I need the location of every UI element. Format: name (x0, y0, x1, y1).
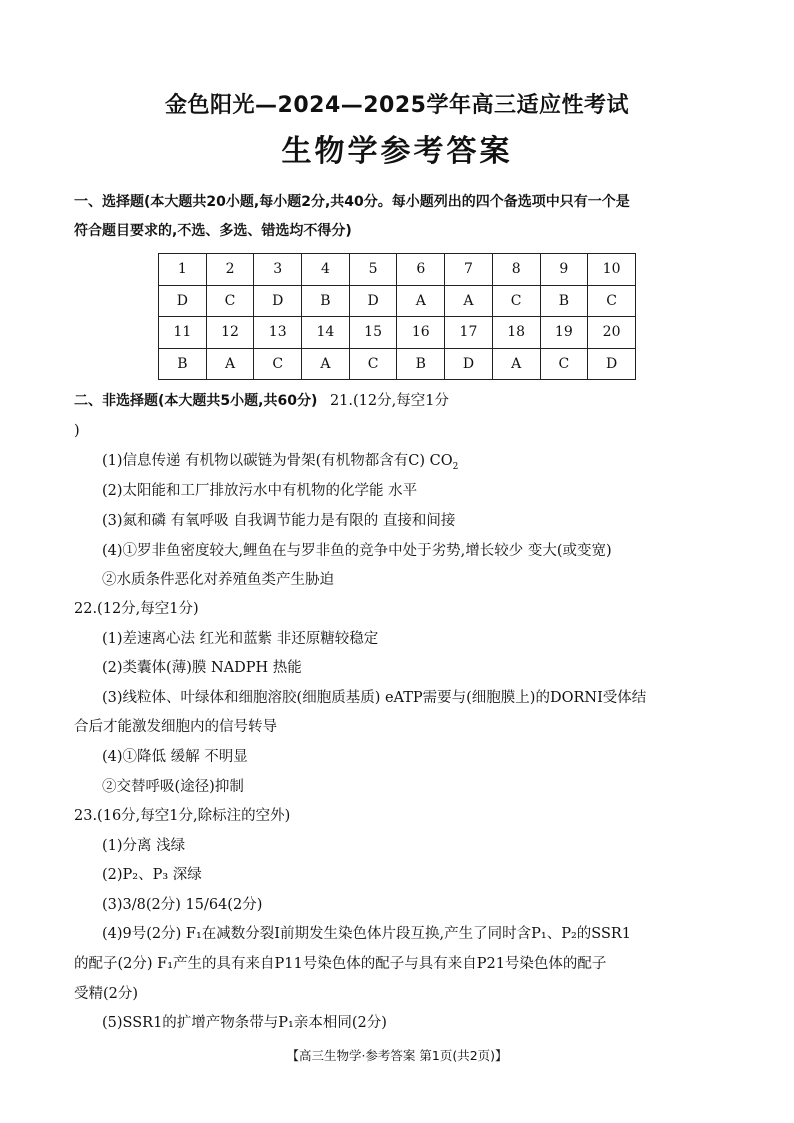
q21-part2: (2)太阳能和工厂排放污水中有机物的化学能 水平 (102, 483, 418, 499)
q23-part3: (3)3/8(2分) 15/64(2分) (102, 897, 263, 913)
answer-cell: D (159, 285, 207, 317)
answer-cell: D (349, 285, 397, 317)
question-number-cell: 16 (397, 317, 445, 349)
answer-cell: A (397, 285, 445, 317)
q21-part4a: (4)①罗非鱼密度较大,鲤鱼在与罗非鱼的竞争中处于劣势,增长较少 变大(或变宽) (102, 543, 612, 559)
answer-cell: D (445, 348, 493, 380)
answer-cell: B (159, 348, 207, 380)
page-footer: 【高三生物学·参考答案 第1页(共2页)】 (286, 1048, 508, 1063)
section2-heading-line (74, 391, 734, 411)
section2-heading: 二、非选择题(本大题共5小题,共60分) (74, 393, 318, 409)
q21-part1-text: (1)信息传递 有机物以碳链为骨架(有机物都含有C) CO (102, 453, 453, 469)
q22-part3a: (3)线粒体、叶绿体和细胞溶胶(细胞质基质) eATP需要与(细胞膜上)的DORNI受体结 (102, 690, 647, 706)
exam-title: 金色阳光—2024—2025学年高三适应性考试 (165, 93, 629, 118)
answer-cell: C (540, 348, 588, 380)
question-number-cell: 7 (445, 254, 493, 286)
question-number-cell: 14 (302, 317, 350, 349)
q22-part4b: ②交替呼吸(途径)抑制 (102, 779, 244, 795)
q22-part3b: 合后才能激发细胞内的信号转导 (74, 719, 277, 735)
answer-cell: B (540, 285, 588, 317)
q21-part1 (102, 451, 762, 477)
answer-cell: A (445, 285, 493, 317)
question-number-cell: 6 (397, 254, 445, 286)
q22-part4a: (4)①降低 缓解 不明显 (102, 749, 248, 765)
q22-part1: (1)差速离心法 红光和蓝紫 非还原糖较稳定 (102, 631, 379, 647)
q23-part4a: (4)9号(2分) F₁在减数分裂Ⅰ前期发生染色体片段互换,产生了同时含P₁、P₂的SSR1 (102, 926, 632, 942)
section1-instructions-line2: 符合题目要求的,不选、多选、错选均不得分) (74, 223, 352, 239)
answer-cell: C (254, 348, 302, 380)
question-number-cell: 2 (206, 254, 254, 286)
q22-heading: 22.(12分,每空1分) (74, 601, 199, 617)
question-number-cell: 10 (588, 254, 636, 286)
question-number-cell: 11 (159, 317, 207, 349)
question-number-cell: 3 (254, 254, 302, 286)
question-number-cell: 1 (159, 254, 207, 286)
answer-table-row (159, 317, 636, 349)
section1-instructions-line1: 一、选择题(本大题共20小题,每小题2分,共40分。每小题列出的四个备选项中只有一个是 (74, 194, 630, 210)
answer-cell: C (588, 285, 636, 317)
answer-key-title: 生物学参考答案 (281, 134, 513, 169)
answer-cell: A (206, 348, 254, 380)
question-number-cell: 19 (540, 317, 588, 349)
multiple-choice-answer-table (158, 253, 636, 380)
q23-part4b: 的配子(2分) F₁产生的具有来自P11号染色体的配子与具有来自P21号染色体的配子 (74, 956, 607, 972)
q23-part1: (1)分离 浅绿 (102, 838, 186, 854)
answer-cell: A (302, 348, 350, 380)
answer-cell: D (254, 285, 302, 317)
answer-table-row (159, 285, 636, 317)
question-number-cell: 8 (492, 254, 540, 286)
q21-heading: 21.(12分,每空1分 (329, 393, 449, 409)
question-number-cell: 12 (206, 317, 254, 349)
answer-table-row (159, 254, 636, 286)
q23-part2: (2)P₂、P₃ 深绿 (102, 867, 202, 883)
answer-cell: C (492, 285, 540, 317)
answer-cell: B (397, 348, 445, 380)
q23-part4c: 受精(2分) (74, 986, 139, 1002)
q21-part3: (3)氮和磷 有氧呼吸 自我调节能力是有限的 直接和间接 (102, 513, 456, 529)
question-number-cell: 20 (588, 317, 636, 349)
question-number-cell: 13 (254, 317, 302, 349)
q23-heading: 23.(16分,每空1分,除标注的空外) (74, 808, 291, 824)
question-number-cell: 9 (540, 254, 588, 286)
q21-heading-close: ) (74, 423, 80, 439)
question-number-cell: 15 (349, 317, 397, 349)
q21-part1-subscript: 2 (452, 461, 459, 472)
answer-cell: C (349, 348, 397, 380)
question-number-cell: 5 (349, 254, 397, 286)
q23-part5: (5)SSR1的扩增产物条带与P₁亲本相同(2分) (102, 1015, 387, 1031)
question-number-cell: 18 (492, 317, 540, 349)
answer-cell: A (492, 348, 540, 380)
answer-cell: C (206, 285, 254, 317)
answer-cell: D (588, 348, 636, 380)
answer-table-row (159, 348, 636, 380)
question-number-cell: 4 (302, 254, 350, 286)
q21-part4b: ②水质条件恶化对养殖鱼类产生胁迫 (102, 572, 334, 588)
question-number-cell: 17 (445, 317, 493, 349)
q22-part2: (2)类囊体(薄)膜 NADPH 热能 (102, 660, 302, 676)
answer-cell: B (302, 285, 350, 317)
